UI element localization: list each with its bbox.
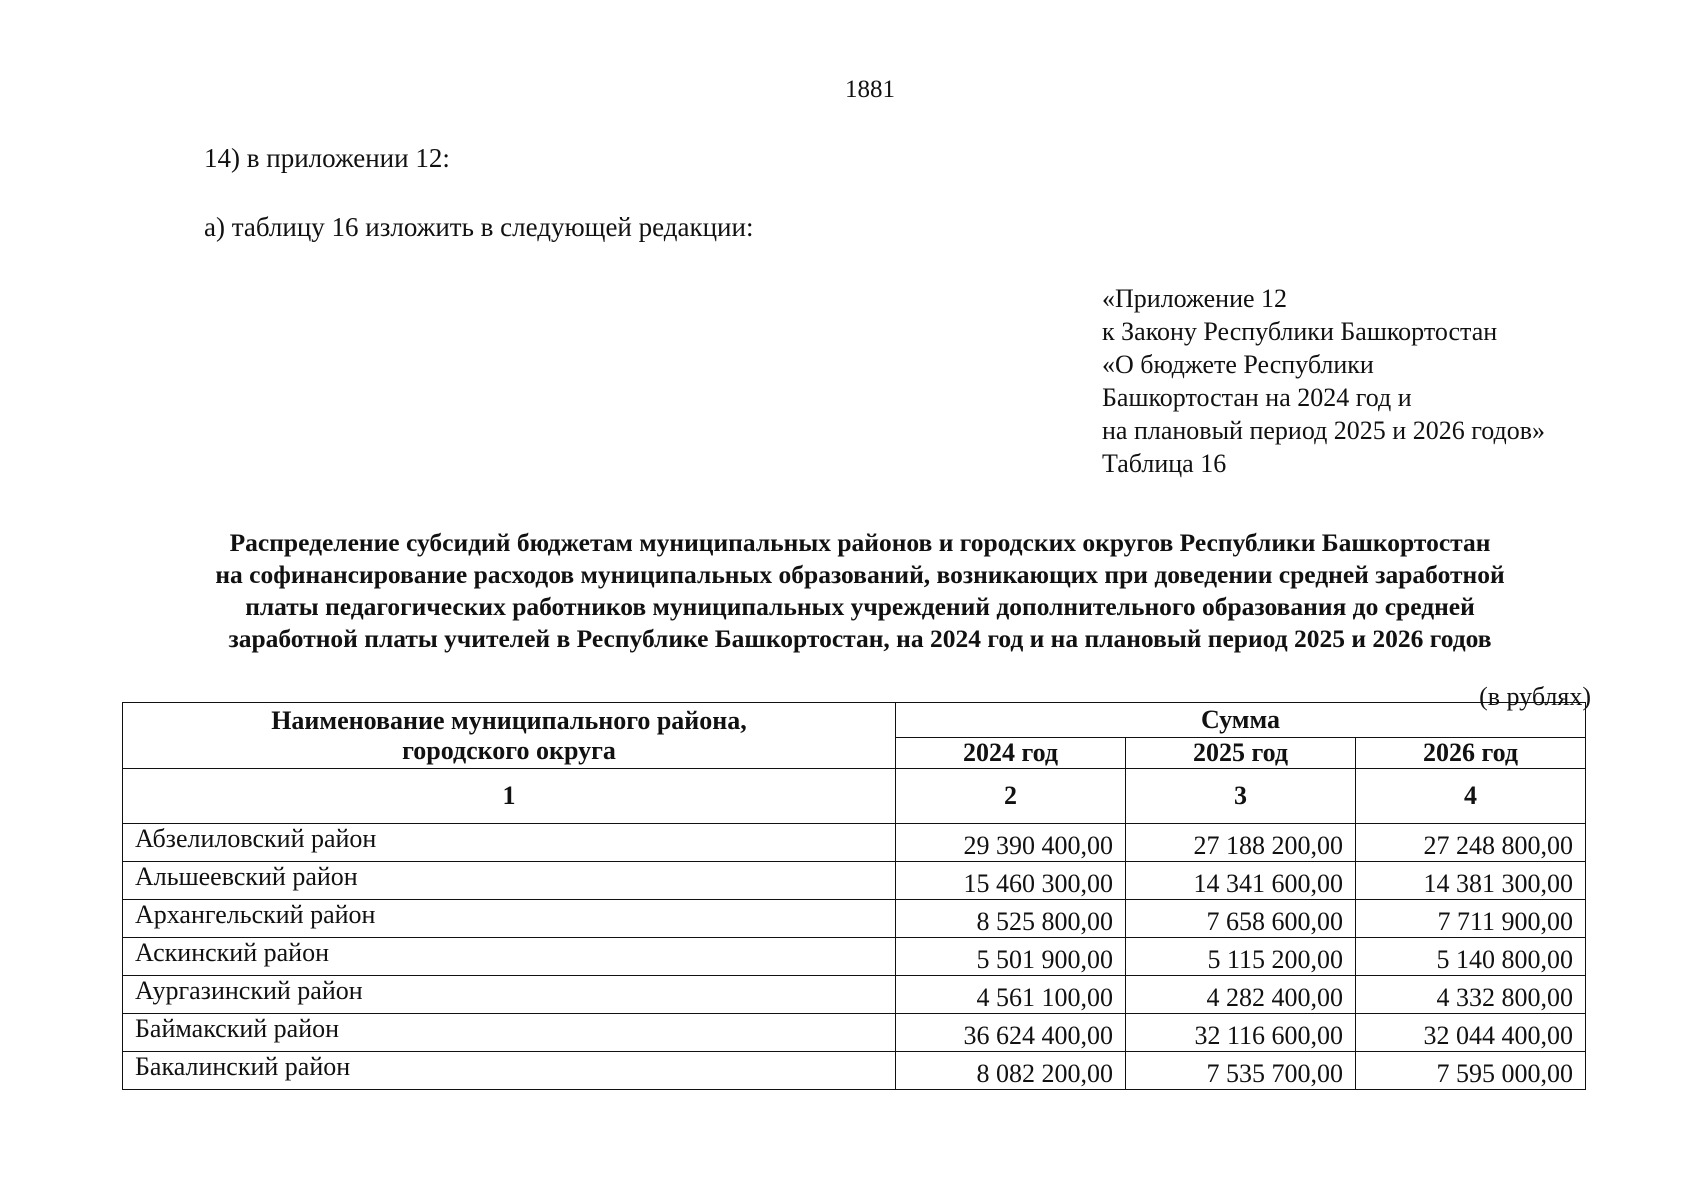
appendix-line: «О бюджете Республики (1102, 350, 1374, 379)
header-year-2024: 2024 год (896, 738, 1126, 769)
district-name-cell: Архангельский район (123, 900, 896, 938)
amount-2026-cell: 7 711 900,00 (1356, 900, 1586, 938)
title-line: Распределение субсидий бюджетам муниципальных районов и городских округов Республики Башкортостан (229, 528, 1491, 557)
header-year-2026: 2026 год (1356, 738, 1586, 769)
district-name-cell: Аскинский район (123, 938, 896, 976)
header-name-line: Наименование муниципального района, (271, 705, 747, 735)
table-row (123, 900, 1586, 938)
header-name-line: городского округа (402, 735, 616, 765)
amount-2025-cell: 5 115 200,00 (1126, 938, 1356, 976)
header-name (123, 703, 896, 769)
table-row (123, 1014, 1586, 1052)
table-row (123, 938, 1586, 976)
district-name-cell: Альшеевский район (123, 862, 896, 900)
amount-2026-cell: 27 248 800,00 (1356, 824, 1586, 862)
amount-2025-cell: 32 116 600,00 (1126, 1014, 1356, 1052)
district-name-cell: Абзелиловский район (123, 824, 896, 862)
amount-2024-cell: 36 624 400,00 (896, 1014, 1126, 1052)
amount-2024-cell: 15 460 300,00 (896, 862, 1126, 900)
amount-2025-cell: 7 658 600,00 (1126, 900, 1356, 938)
district-name-cell: Баймакский район (123, 1014, 896, 1052)
amount-2025-cell: 4 282 400,00 (1126, 976, 1356, 1014)
table-row (123, 862, 1586, 900)
amount-2024-cell: 29 390 400,00 (896, 824, 1126, 862)
document-title (120, 527, 1600, 655)
paragraph-subitem: а) таблицу 16 изложить в следующей редакции: (204, 212, 754, 242)
amount-2026-cell: 32 044 400,00 (1356, 1014, 1586, 1052)
title-line: заработной платы учителей в Республике Башкортостан, на 2024 год и на плановый период 2025 и 2026 годов (228, 624, 1492, 653)
header-sum: Сумма (896, 703, 1586, 738)
district-name-cell: Бакалинский район (123, 1052, 896, 1090)
amount-2025-cell: 14 341 600,00 (1126, 862, 1356, 900)
appendix-line: «Приложение 12 (1102, 284, 1288, 313)
appendix-line: на плановый период 2025 и 2026 годов» (1102, 416, 1545, 445)
page-number: 1881 (845, 76, 895, 103)
column-number: 1 (123, 769, 896, 824)
appendix-line: Башкортостан на 2024 год и (1102, 383, 1412, 412)
amount-2024-cell: 8 525 800,00 (896, 900, 1126, 938)
appendix-line: к Закону Республики Башкортостан (1102, 317, 1498, 346)
amount-2024-cell: 4 561 100,00 (896, 976, 1126, 1014)
column-number: 2 (896, 769, 1126, 824)
table-row (123, 976, 1586, 1014)
amount-2024-cell: 8 082 200,00 (896, 1052, 1126, 1090)
table-row (123, 824, 1586, 862)
amount-2026-cell: 7 595 000,00 (1356, 1052, 1586, 1090)
column-number: 3 (1126, 769, 1356, 824)
table-body (123, 824, 1586, 1090)
amount-2026-cell: 5 140 800,00 (1356, 938, 1586, 976)
district-name-cell: Аургазинский район (123, 976, 896, 1014)
amount-2024-cell: 5 501 900,00 (896, 938, 1126, 976)
header-year-2025: 2025 год (1126, 738, 1356, 769)
paragraph-item: 14) в приложении 12: (204, 143, 450, 173)
amount-2025-cell: 27 188 200,00 (1126, 824, 1356, 862)
title-line: на софинансирование расходов муниципальных образований, возникающих при доведении средней заработной (215, 560, 1505, 589)
amount-2026-cell: 14 381 300,00 (1356, 862, 1586, 900)
appendix-table-label: Таблица 16 (1102, 449, 1227, 478)
title-line: платы педагогических работников муниципальных учреждений дополнительного образования до средней (245, 592, 1475, 621)
column-number: 4 (1356, 769, 1586, 824)
amount-2026-cell: 4 332 800,00 (1356, 976, 1586, 1014)
table-row (123, 1052, 1586, 1090)
units-label: (в рублях) (1479, 682, 1591, 711)
amount-2025-cell: 7 535 700,00 (1126, 1052, 1356, 1090)
subsidy-table (122, 702, 1586, 1090)
appendix-note (1102, 282, 1545, 480)
